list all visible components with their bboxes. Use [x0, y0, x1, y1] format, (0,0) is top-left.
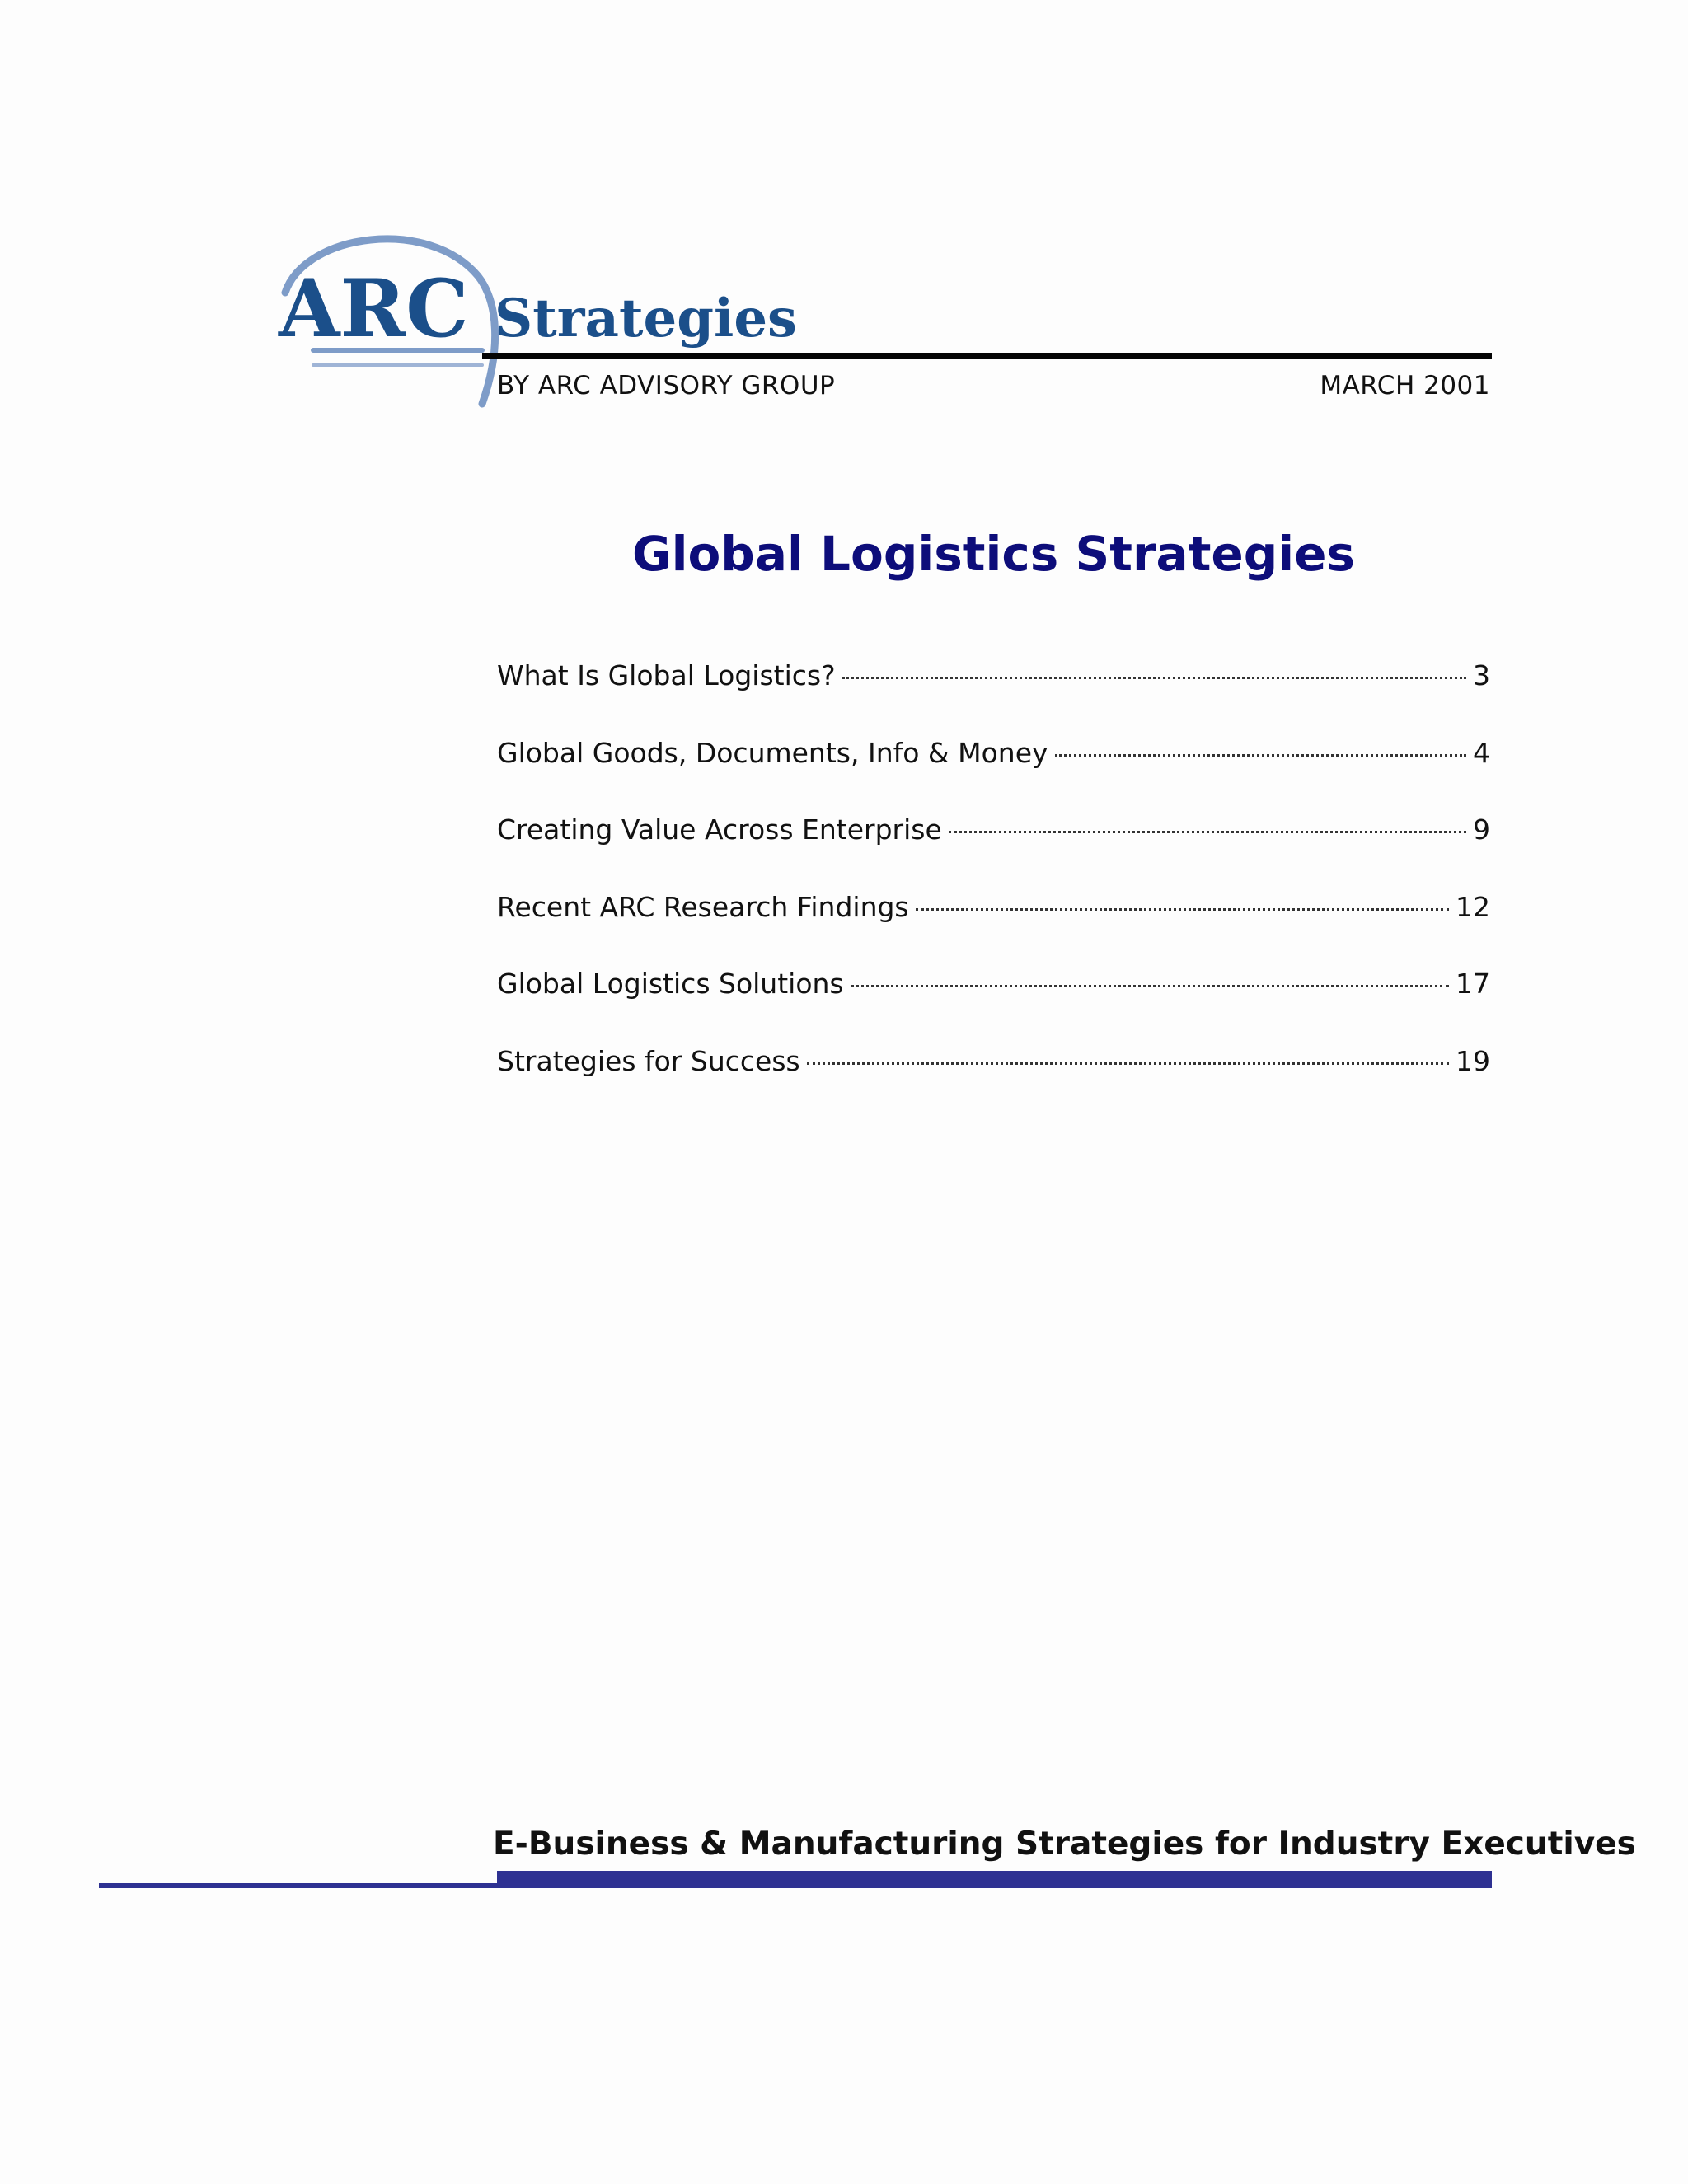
toc-entry-page: 12	[1456, 890, 1490, 923]
toc-entry-page: 4	[1473, 736, 1490, 769]
issue-date: MARCH 2001	[1320, 371, 1490, 401]
logo-arc-text: ARC	[279, 262, 469, 355]
footer-tagline: E-Business & Manufacturing Strategies for Industry Executives	[493, 1825, 1636, 1863]
toc-entry-page: 3	[1473, 659, 1490, 691]
toc-dot-leader	[916, 908, 1449, 911]
table-of-contents	[497, 659, 1490, 1122]
toc-entry-label: Recent ARC Research Findings	[497, 890, 909, 923]
toc-entry[interactable]	[497, 891, 1490, 968]
toc-entry-label: Strategies for Success	[497, 1044, 800, 1077]
toc-entry-label: Global Logistics Solutions	[497, 968, 844, 1001]
logo-strategies-text: Strategies	[495, 288, 798, 349]
toc-dot-leader	[1055, 754, 1466, 757]
toc-entry-page: 9	[1473, 813, 1490, 846]
footer-rule-left	[99, 1883, 499, 1888]
toc-entry-label: Creating Value Across Enterprise	[497, 813, 942, 846]
toc-dot-leader	[851, 985, 1449, 987]
toc-entry-label: Global Goods, Documents, Info & Money	[497, 736, 1048, 769]
toc-dot-leader	[842, 677, 1466, 679]
footer-rule-right	[497, 1871, 1492, 1888]
toc-entry[interactable]	[497, 737, 1490, 814]
toc-entry-page: 17	[1456, 968, 1490, 1001]
toc-dot-leader	[807, 1062, 1449, 1065]
toc-entry[interactable]	[497, 1045, 1490, 1122]
toc-entry-page: 19	[1456, 1044, 1490, 1077]
toc-entry[interactable]	[497, 813, 1490, 891]
toc-entry[interactable]	[497, 659, 1490, 737]
masthead-rule	[482, 353, 1492, 359]
toc-entry[interactable]	[497, 968, 1490, 1045]
toc-entry-label: What Is Global Logistics?	[497, 659, 836, 691]
document-title: Global Logistics Strategies	[631, 526, 1356, 582]
byline: BY ARC ADVISORY GROUP	[497, 371, 836, 401]
toc-dot-leader	[949, 831, 1466, 833]
